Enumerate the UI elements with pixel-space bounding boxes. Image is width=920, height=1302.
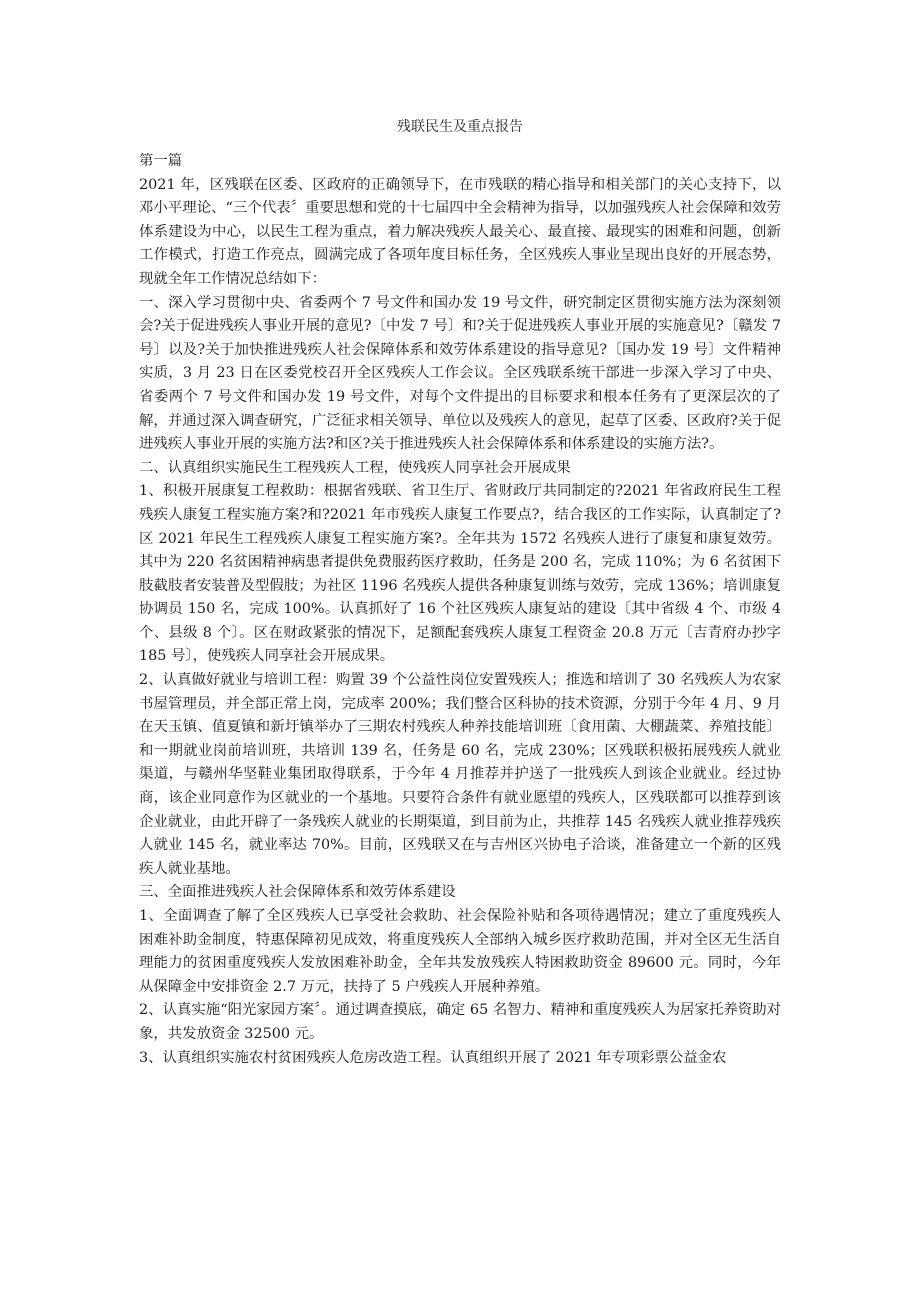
heading-section-3: 三、全面推进残疾人社会保障体系和效劳体系建设 bbox=[139, 884, 456, 901]
intro-paragraph: 2021 年，区残联在区委、区政府的正确领导下，在市残联的精心指导和相关部门的关心支持下，以邓小平理论、“三个代表〞重要思想和党的十七届四中全会精神为指导，以加强残疾人社会保障和效劳体系建设为中心，以民生工程为重点，着力解决残疾人最关心、最直接、最现实的困难和问题，创新工作模式，打造工作亮点，圆满完成了各项年度目标任务，全区残疾人事业呈现出良好的开展态势，现就全年工作情况总结如下： bbox=[139, 176, 781, 287]
paragraph-rehab: 1、积极开展康复工程救助：根据省残联、省卫生厅、省财政厅共同制定的?2021 年省政府民生工程残疾人康复工程实施方案?和?2021 年市残疾人康复工作要点?，结合我区的工作实际，认真制定了?区 2021 年民生工程残疾人康复工程实施方案?。全年共为 1572 名残疾人进行了康复和康复效劳。其中为 220 名贫困精神病患者提供免费服药医疗救助，任务是 200 名，完成 110%；为 6 名贫困下肢截肢者安装普及型假肢；为社区 1196 名残疾人提供各种康复训练与效劳，完成 136%；培训康复协调员 150 名，完成 100%。认真抓好了 16 个社区残疾人康复站的建设〔其中省级 4 个、市级 4 个、县级 8 个〕。区在财政紧张的情况下，足额配套残疾人康复工程资金 20.8 万元〔吉青府办抄字 185 号〕，使残疾人同享社会开展成果。 bbox=[139, 483, 781, 665]
paragraph-housing: 3、认真组织实施农村贫困残疾人危房改造工程。认真组织开展了 2021 年专项彩票公益金农 bbox=[139, 1049, 727, 1066]
paragraph-social-security: 1、全面调查了解了全区残疾人已享受社会救助、社会保险补贴和各项待遇情况；建立了重度残疾人困难补助金制度，特惠保障初见成效，将重度残疾人全部纳入城乡医疗救助范围，并对全区无生活自理能力的贫困重度残疾人发放困难补助金，全年共发放残疾人特困救助资金 89600 元。同时，今年从保障金中安排资金 2.7 万元，扶持了 5 户残疾人开展种养殖。 bbox=[139, 908, 781, 995]
section-heading: 第一篇 bbox=[139, 153, 183, 169]
paragraph-sunshine-home: 2、认真实施“阳光家园方案〞。通过调查摸底，确定 65 名智力、精神和重度残疾人为居家托养资助对象，共发放资金 32500 元。 bbox=[139, 1002, 781, 1042]
document-title: 残联民生及重点报告 bbox=[397, 119, 523, 135]
document-body bbox=[139, 150, 781, 1070]
paragraph-section-1: 一、深入学习贯彻中央、省委两个 7 号文件和国办发 19 号文件，研究制定区贯彻实施方法为深刻领会?关于促进残疾人事业开展的意见?〔中发 7 号〕和?关于促进残疾人事业开展的实施意见?〔赣发 7 号〕以及?关于加快推进残疾人社会保障体系和效劳体系建设的指导意见?〔国办发 19 号〕文件精神实质，3 月 23 日在区委党校召开全区残疾人工作会议。全区残联系统干部进一步深入学习了中央、省委两个 7 号文件和国办发 19 号文件，对每个文件提出的目标要求和根本任务有了更深层次的了解，并通过深入调查研究，广泛征求相关领导、单位以及残疾人的意见，起草了区委、区政府?关于促进残疾人事业开展的实施方法?和区?关于推进残疾人社会保障体系和体系建设的实施方法?。 bbox=[139, 294, 781, 453]
paragraph-employment: 2、认真做好就业与培训工程：购置 39 个公益性岗位安置残疾人；推选和培训了 30 名残疾人为农家书屋管理员，并全部正常上岗，完成率 200%；我们整合区科协的技术资源，分别于今年 4 月、9 月在天玉镇、值夏镇和新圩镇举办了三期农村残疾人种养技能培训班〔食用菌、大棚蔬菜、养殖技能〕和一期就业岗前培训班，共培训 139 名，任务是 60 名，完成 230%；区残联积极拓展残疾人就业渠道，与赣州华坚鞋业集团取得联系，于今年 4 月推荐并护送了一批残疾人到该企业就业。经过协商，该企业同意作为区就业的一个基地。只要符合条件有就业愿望的残疾人，区残联都可以推荐到该企业就业，由此开辟了一条残疾人就业的长期渠道，到目前为止，共推荐 145 名残疾人就业推荐残疾人就业 145 名，就业率达 70%。目前，区残联又在与吉州区兴协电子洽谈，准备建立一个新的区残疾人就业基地。 bbox=[139, 672, 781, 877]
heading-section-2: 二、认真组织实施民生工程残疾人工程，使残疾人同享社会开展成果 bbox=[139, 459, 571, 476]
